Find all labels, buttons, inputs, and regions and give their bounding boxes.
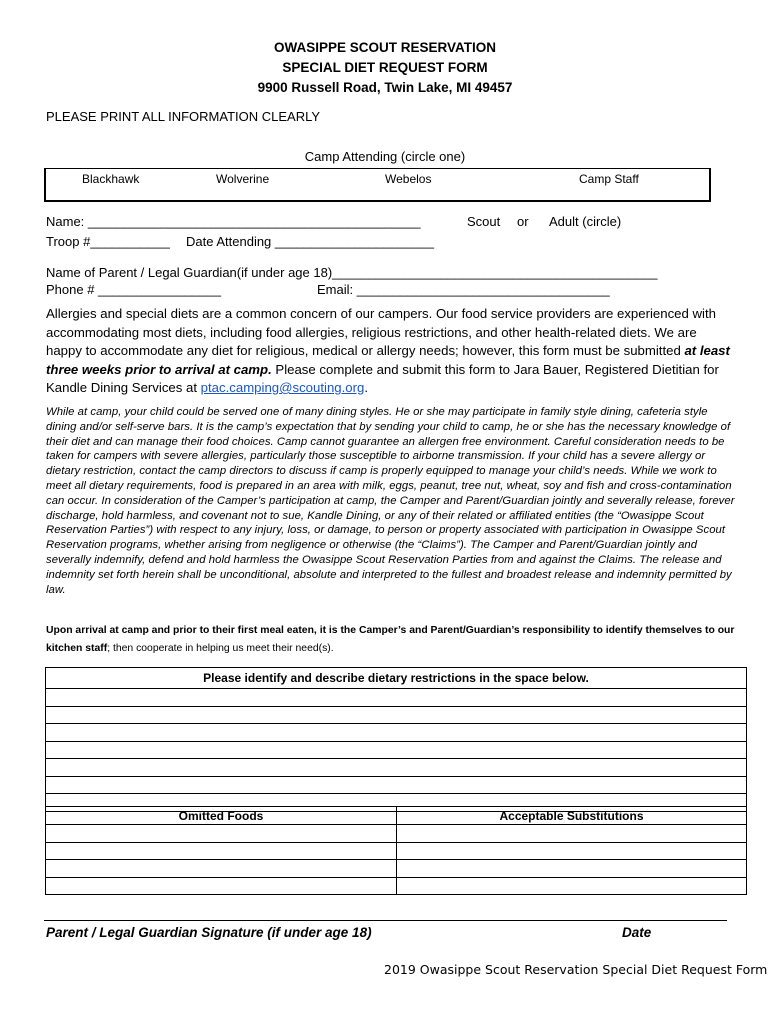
substitution-cell[interactable] — [397, 825, 747, 843]
camp-option-camp-staff[interactable]: Camp Staff — [579, 172, 639, 186]
adult-option[interactable]: Adult (circle) — [549, 214, 622, 229]
omitted-food-cell[interactable] — [46, 825, 397, 843]
waiver-text: While at camp, your child could be served one of many dining styles. He or she may participate in family style dining, cafeteria style dining and/or self-serve bars. It is the camp’s expectation that by sending your child to camp, he or she has the necessary knowledge of their diet and can manage their food choices. Camp cannot guarantee an allergen free environment. Careful consideration needs to be taken for campers with severe allergies, particularly those susceptible to airborne transmission. If your child has a severe allergy or dietary restriction, contact the camp directors to discuss if camp is properly equipped to manage your child’s needs. While we work to meet all dietary requirements, food is prepared in an area with milk, eggs, peanut, tree nut, wheat, soy and fish and cross-contamination can occur. In consideration of the Camper’s participation at camp, the Camper and Parent/Guardian jointly and severally release, forever discharge, hold harmless, and covenant not to sue, Kandle Dining, or any of their related or affiliated entities (the “Owasippe Scout Reservation Parties”) with respect to any injury, loss, or damage, to person or property associated with participation in Owasippe Scout Reservation programs, whether arising from negligence or otherwise (the “Claims”). The Camper and Parent/Guardian jointly and severally indemnify, defend and hold harmless the Owasippe Scout Reservation Parties from and against the Claims. The release and indemnity set forth herein shall be unconditional, absolute and interpreted to the fullest and broadest release and indemnity permitted by law. — [46, 406, 735, 596]
substitution-cell[interactable] — [397, 877, 747, 895]
deadline-emphasis: at least three weeks prior to arrival at camp. — [46, 343, 730, 377]
form-title: SPECIAL DIET REQUEST FORM — [282, 60, 488, 75]
or-label: or — [517, 214, 529, 229]
date-attending-field[interactable]: Date Attending ______________________ — [186, 234, 434, 249]
restrictions-heading: Please identify and describe dietary restrictions in the space below. — [46, 668, 747, 689]
camp-heading: Camp Attending (circle one) — [304, 149, 466, 164]
omitted-foods-header: Omitted Foods — [46, 807, 397, 825]
allergy-paragraph — [46, 305, 736, 398]
phone-field[interactable]: Phone # _________________ — [46, 282, 221, 297]
page-footer: 2019 Owasippe Scout Reservation Special Diet Request Form — [384, 962, 768, 977]
print-instruction: PLEASE PRINT ALL INFORMATION CLEARLY — [46, 109, 321, 124]
contact-email-link[interactable]: ptac.camping@scouting.org — [200, 380, 365, 395]
restrictions-row[interactable] — [46, 724, 747, 742]
restrictions-row[interactable] — [46, 759, 747, 777]
restrictions-row[interactable] — [46, 689, 747, 707]
signature-date-label: Date — [622, 925, 652, 940]
allergy-text-1: Allergies and special diets are a common concern of our campers. Our food service providers are experienced with accommodating most diets, including food allergies, religious restrictions, and other health-related diets. We are happy to accommodate any diet for religious, medical or allergy needs; however, this form must be submitted — [46, 306, 716, 358]
arrival-notice — [46, 622, 736, 657]
signature-line[interactable] — [44, 920, 727, 921]
substitution-cell[interactable] — [397, 860, 747, 878]
restrictions-row[interactable] — [46, 741, 747, 759]
camp-option-webelos[interactable]: Webelos — [385, 172, 432, 186]
arrival-notice-rest: ; then cooperate in helping us meet their need(s). — [107, 642, 334, 654]
name-field[interactable]: Name: ______________________________________________ — [46, 214, 421, 229]
arrival-notice-bold: Upon arrival at camp and prior to their first meal eaten, it is the Camper’s and Parent/Guardian’s responsibility to identify themselves to our kitchen staff — [46, 625, 735, 654]
signature-label: Parent / Legal Guardian Signature (if under age 18) — [46, 925, 372, 940]
parent-name-field[interactable]: Name of Parent / Legal Guardian(if under age 18)_____________________________________________ — [46, 265, 658, 280]
omitted-food-cell[interactable] — [46, 842, 397, 860]
restrictions-row[interactable] — [46, 776, 747, 794]
omitted-food-cell[interactable] — [46, 877, 397, 895]
allergy-text-end: . — [364, 380, 369, 395]
omitted-food-cell[interactable] — [46, 860, 397, 878]
troop-field[interactable]: Troop #___________ — [46, 234, 170, 249]
form-address: 9900 Russell Road, Twin Lake, MI 49457 — [257, 80, 513, 95]
camp-option-blackhawk[interactable]: Blackhawk — [82, 172, 140, 186]
substitution-cell[interactable] — [397, 842, 747, 860]
acceptable-substitutions-header: Acceptable Substitutions — [397, 807, 747, 825]
restrictions-row[interactable] — [46, 706, 747, 724]
form-org-title: OWASIPPE SCOUT RESERVATION — [273, 40, 497, 55]
allergy-text-2: Please complete and submit this form to Jara Bauer, Registered Dietitian for Kandle Dining Services at — [46, 361, 719, 395]
restrictions-table — [45, 667, 747, 812]
email-field[interactable]: Email: ___________________________________ — [317, 282, 610, 297]
camp-option-wolverine[interactable]: Wolverine — [216, 172, 270, 186]
scout-option[interactable]: Scout — [467, 214, 501, 229]
substitutions-table — [45, 806, 747, 895]
